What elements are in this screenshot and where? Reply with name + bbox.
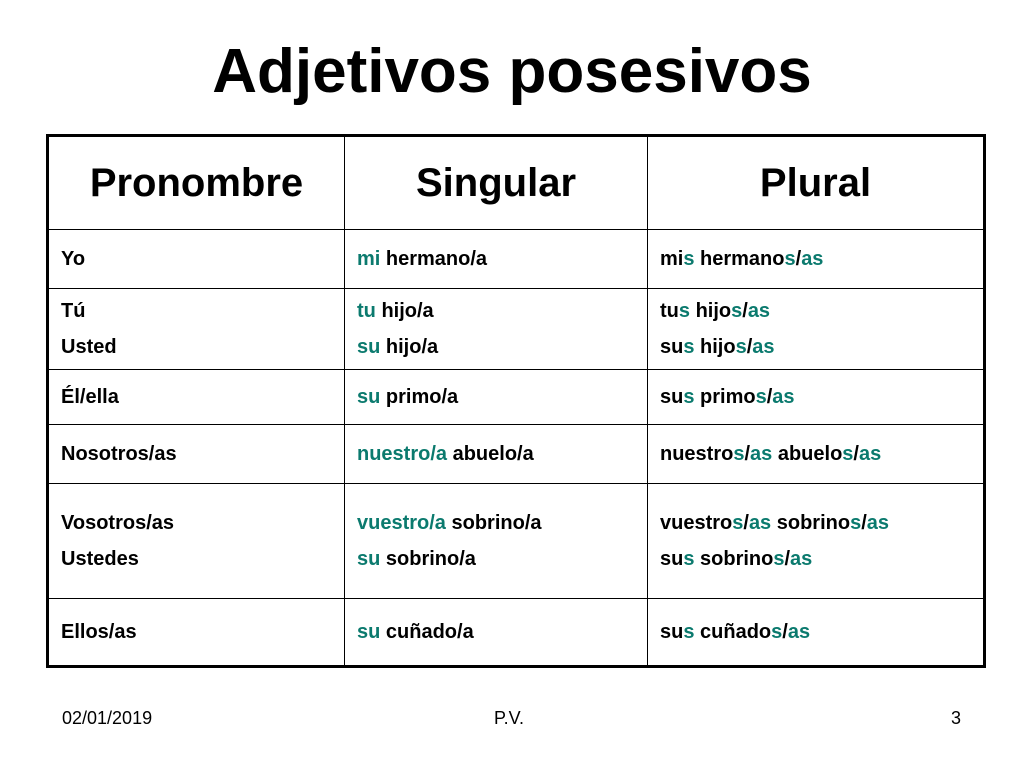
slash: / xyxy=(795,248,802,270)
possessive-word: vuestro/a xyxy=(357,512,446,534)
pronoun-text: Ustedes xyxy=(61,548,139,570)
plural-ending: as xyxy=(747,300,771,322)
plural-ending: s xyxy=(683,248,695,270)
slash: / xyxy=(782,621,788,643)
plural-ending: s xyxy=(842,443,854,465)
cell-singular xyxy=(345,370,648,425)
table-header-row xyxy=(48,136,985,230)
noun-text: hijo/a xyxy=(375,300,434,322)
pronoun-text: Él/ella xyxy=(61,386,119,408)
singular-phrase xyxy=(357,241,647,277)
possessive-word: tu xyxy=(357,300,376,322)
plural-ending: as xyxy=(787,621,811,643)
plural-ending: s xyxy=(784,248,796,270)
table-row xyxy=(48,230,985,289)
plural-phrase xyxy=(660,329,983,365)
noun-text: sobrino/a xyxy=(445,512,542,534)
possessive-word: su xyxy=(357,386,381,408)
cell-singular xyxy=(345,425,648,484)
singular-phrase xyxy=(357,541,647,577)
plural-ending: s xyxy=(683,548,695,570)
table-row xyxy=(48,370,985,425)
plural-phrase xyxy=(660,505,983,541)
plural-ending: s xyxy=(773,548,785,570)
plural-ending: s xyxy=(771,621,783,643)
possessive-word: su xyxy=(357,548,381,570)
slash: / xyxy=(744,443,751,465)
plural-ending: s xyxy=(683,386,695,408)
plural-phrase xyxy=(660,541,983,577)
plural-ending: as xyxy=(866,512,890,534)
plural-ending: as xyxy=(772,386,795,408)
cell-pronombre xyxy=(48,599,345,667)
plural-ending: as xyxy=(858,443,882,465)
footer-page-number: 3 xyxy=(951,708,962,728)
cell-pronombre xyxy=(48,370,345,425)
footer-author: P.V. xyxy=(494,708,525,728)
cell-pronombre xyxy=(48,230,345,289)
plural-phrase xyxy=(660,614,983,650)
plural-phrase xyxy=(660,293,983,329)
slash: / xyxy=(853,443,859,465)
possessive-word: nuestro/a xyxy=(357,443,448,465)
header-singular: Singular xyxy=(345,136,648,230)
singular-phrase xyxy=(357,293,647,329)
singular-phrase xyxy=(357,614,647,650)
slash: / xyxy=(746,336,753,358)
pronoun-text: Nosotros/as xyxy=(61,443,177,465)
plural-ending: as xyxy=(801,248,824,270)
plural-phrase xyxy=(660,379,983,415)
singular-phrase xyxy=(357,329,647,365)
cell-pronombre xyxy=(48,289,345,370)
noun-text: sobrino/a xyxy=(380,548,476,570)
possessive-adjectives-table xyxy=(46,134,986,668)
noun-stem: cuñado xyxy=(694,621,772,643)
pronoun-text: Usted xyxy=(61,336,117,358)
noun-text: primo/a xyxy=(380,386,459,408)
plural-ending: as xyxy=(752,336,775,358)
possessive-stem: tu xyxy=(660,300,679,322)
plural-phrase xyxy=(660,436,983,472)
possessive-word: mi xyxy=(357,248,381,270)
singular-phrase xyxy=(357,379,647,415)
table-row xyxy=(48,484,985,599)
plural-ending: as xyxy=(750,443,773,465)
possessive-stem: su xyxy=(660,621,684,643)
cell-pronombre xyxy=(48,425,345,484)
cell-plural xyxy=(648,289,985,370)
slash: / xyxy=(743,512,749,534)
slash: / xyxy=(861,512,867,534)
possessive-stem: su xyxy=(660,336,684,358)
plural-ending: s xyxy=(731,300,743,322)
possessive-stem: vuestro xyxy=(660,512,733,534)
plural-ending: s xyxy=(683,621,695,643)
plural-ending: s xyxy=(755,386,767,408)
cell-plural xyxy=(648,425,985,484)
slash: / xyxy=(784,548,791,570)
cell-singular xyxy=(345,289,648,370)
pronoun-text: Tú xyxy=(61,300,86,322)
footer-date: 02/01/2019 xyxy=(62,708,153,728)
slash: / xyxy=(766,386,773,408)
noun-stem: sobrino xyxy=(694,548,774,570)
plural-ending: s xyxy=(683,336,695,358)
table-row xyxy=(48,599,985,667)
cell-singular xyxy=(345,484,648,599)
table-row xyxy=(48,425,985,484)
possessive-stem: su xyxy=(660,386,684,408)
plural-ending: s xyxy=(733,443,745,465)
noun-stem: sobrino xyxy=(771,512,851,534)
noun-stem: primo xyxy=(694,386,756,408)
header-plural: Plural xyxy=(648,136,985,230)
cell-plural xyxy=(648,484,985,599)
noun-text: abuelo/a xyxy=(447,443,534,465)
slide-title: Adjetivos posesivos xyxy=(212,37,812,106)
plural-ending: as xyxy=(790,548,813,570)
cell-singular xyxy=(345,230,648,289)
plural-ending: s xyxy=(678,300,691,322)
noun-stem: hijo xyxy=(694,336,736,358)
singular-phrase xyxy=(357,505,647,541)
noun-text: hijo/a xyxy=(380,336,439,358)
cell-plural xyxy=(648,230,985,289)
possessive-stem: su xyxy=(660,548,684,570)
plural-ending: s xyxy=(850,512,862,534)
singular-phrase xyxy=(357,436,647,472)
possessive-word: su xyxy=(357,336,381,358)
possessive-stem: nuestro xyxy=(660,443,734,465)
plural-ending: s xyxy=(735,336,747,358)
noun-stem: abuelo xyxy=(772,443,843,465)
plural-ending: as xyxy=(748,512,772,534)
noun-text: hermano/a xyxy=(380,248,488,270)
cell-plural xyxy=(648,370,985,425)
cell-plural xyxy=(648,599,985,667)
pronoun-text: Ellos/as xyxy=(61,621,137,643)
noun-stem: hijo xyxy=(690,300,732,322)
header-pronombre: Pronombre xyxy=(48,136,345,230)
table-row xyxy=(48,289,985,370)
pronoun-text: Yo xyxy=(61,248,86,270)
plural-ending: s xyxy=(732,512,744,534)
slash: / xyxy=(742,300,748,322)
possessive-stem: mi xyxy=(660,248,684,270)
pronoun-text: Vosotros/as xyxy=(61,512,174,534)
plural-phrase xyxy=(660,241,983,277)
cell-pronombre xyxy=(48,484,345,599)
possessive-word: su xyxy=(357,621,381,643)
cell-singular xyxy=(345,599,648,667)
noun-text: cuñado/a xyxy=(380,621,474,643)
noun-stem: hermano xyxy=(694,248,785,270)
